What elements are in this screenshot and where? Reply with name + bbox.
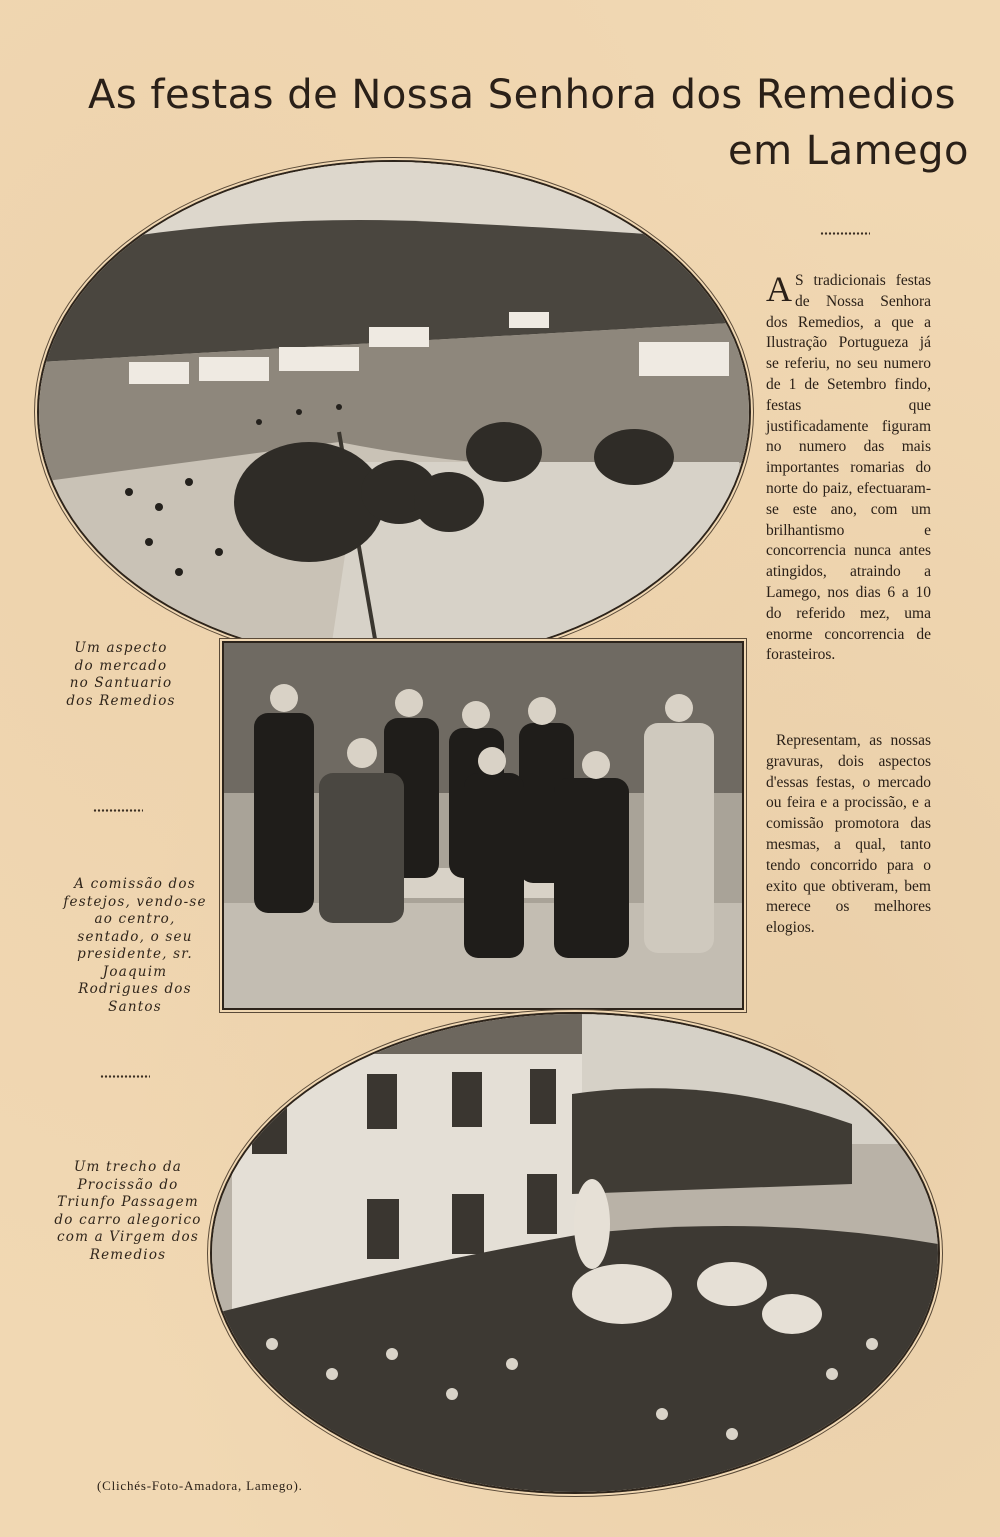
- committee-photo-caption: A comissão dos festejos, vendo-se ao centro, sentado, o seu presidente, sr. Joaquim Rodrigues dos Santos: [63, 876, 207, 1015]
- drop-cap: A: [766, 269, 792, 309]
- article-paragraph-1-text: S tradicionais festas de Nossa Senhora dos Remedios, a que a Ilustração Portugueza já se referiu, no seu numero de 1 de Setembro findo, festas que justificadamente figuram no numero das mais importantes romarias do norte do paiz, efectuaram-se este ano, com um brilhantismo e concorrencia nunca antes atingidos, atraindo a Lamego, nos dias 6 a 10 do referido mez, uma enorme concorrencia de forasteiros.: [766, 272, 931, 664]
- article-paragraph-1: [766, 271, 931, 666]
- page-title: As festas de Nossa Senhora dos Remedios: [88, 72, 956, 118]
- procession-photo-caption: Um trecho da Procissão do Triunfo Passagem do carro alegorico com a Virgem dos Remedios: [54, 1159, 202, 1263]
- procession-photo: [210, 1012, 940, 1494]
- ornament-divider: [93, 808, 143, 813]
- ornament-divider: [820, 231, 870, 236]
- article-paragraph-2: Representam, as nossas gravuras, dois aspectos d'essas festas, o mercado ou feira e a procissão, e a comissão promotora das mesmas, a qual, tanto tendo concorrido para o exito que obtiveram, bem merece os melhores elogios.: [766, 732, 931, 937]
- market-photo: [37, 160, 751, 664]
- photo-credit: (Clichés-Foto-Amadora, Lamego).: [97, 1478, 303, 1493]
- ornament-divider: [100, 1074, 150, 1079]
- market-photo-caption: Um aspecto do mercado no Santuario dos Remedios: [66, 640, 176, 709]
- committee-photo: [222, 641, 744, 1010]
- page-title-continued: em Lamego: [728, 128, 970, 174]
